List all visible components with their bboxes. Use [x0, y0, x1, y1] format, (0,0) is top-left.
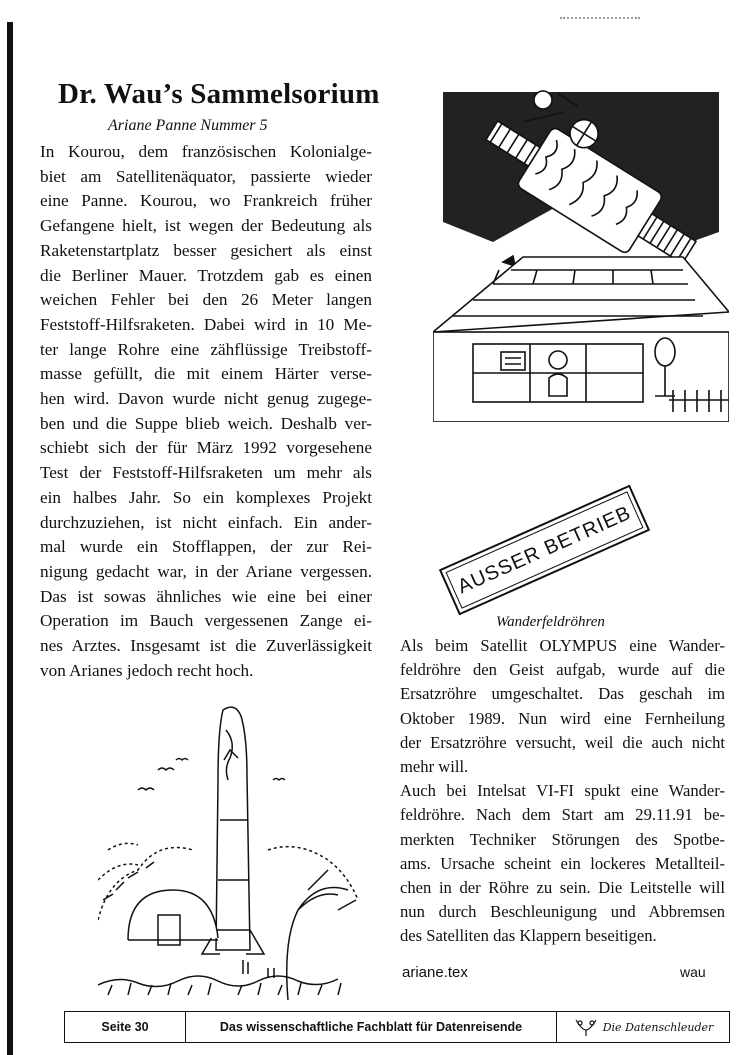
body-line: von Arianes jedoch recht hoch.	[40, 660, 254, 680]
body-line: durchzuziehen, ist nicht einfach. Ein ander-	[40, 512, 372, 532]
article-subtitle: Ariane Panne Nummer 5	[108, 117, 268, 134]
body-line: In Kourou, dem französischen Kolonialge-	[40, 142, 372, 161]
body-line: Feststoff-Hilfsraketen. Dabei wird in 10 Me-	[40, 314, 372, 334]
page-number	[65, 1012, 186, 1042]
body-line: feldröhre den Geist aufgab, wurde auf die	[400, 660, 725, 680]
body-line: Test der Feststoff-Hilfsraketen um mehr als	[40, 463, 372, 483]
page-edge-bar	[7, 22, 13, 1055]
slingshot-logo-icon	[573, 1017, 599, 1037]
article-body	[40, 140, 372, 683]
page-label: Seite 30	[101, 1020, 149, 1034]
body-line: biet am Satellitenäquator, passierte wieder	[40, 166, 372, 186]
body-line: merkten Techniker Störungen des Spotbe-	[400, 829, 725, 849]
body-line: ter lange Rohre eine zähflüssige Treibstoff-	[40, 339, 372, 359]
page-footer	[64, 1011, 730, 1043]
body-line: Oktober 1989. Nun wird eine Fernheilung	[400, 708, 725, 728]
body-line: nigung gedacht war, in der Ariane vergessen.	[40, 561, 372, 581]
author-signature: wau	[680, 964, 706, 980]
body-line: masse gefüllt, die mit einem Härter verse-	[40, 364, 372, 384]
satellite-crash-illustration	[433, 82, 729, 422]
body-line: des Satelliten das Klappern beseitigen.	[400, 926, 657, 946]
scan-artifact	[560, 17, 640, 19]
body-line: mal wurde ein Stofflappen, der zur Rei-	[40, 537, 372, 557]
section-body	[400, 634, 725, 949]
out-of-order-stamp	[439, 485, 650, 616]
footer-tagline-cell	[186, 1012, 557, 1042]
article-title: Dr. Wau’s Sammelsorium	[58, 78, 380, 110]
body-line: nun durch Beschleunigung und Abbremsen	[400, 902, 725, 922]
body-line: chen in der Röhre zu sein. Die Leitstelle will	[400, 878, 725, 898]
body-line: Raketenstartplatz besser gesichert als einst	[40, 240, 372, 260]
body-line: der Ersatzröhre versucht, weil die auch nicht	[400, 732, 725, 752]
body-line: eine Panne. Kourou, wo Frankreich früher	[40, 191, 372, 211]
body-line: hen wird. Davon wurde nicht genug zugege-	[40, 389, 372, 409]
file-name: ariane.tex	[402, 964, 468, 981]
body-line: ein halbes Jahr. So ein komplexes Projekt	[40, 487, 372, 507]
body-line: nes Arztes. Insgesamt ist die Zuverlässigkeit	[40, 636, 372, 656]
body-line: feldröhre. Nach dem Start am 29.11.91 be-	[400, 805, 725, 825]
stamp-text: AUSSER BETRIEB	[454, 501, 635, 598]
body-line: Auch bei Intelsat VI-FI spukt eine Wander-	[400, 781, 725, 801]
body-line: die Berliner Mauer. Trotzdem gab es einen	[40, 265, 372, 285]
body-line: weichen Fehler bei den 26 Meter langen	[40, 290, 372, 310]
footer-tagline: Das wissenschaftliche Fachblatt für Datenreisende	[219, 1020, 523, 1034]
body-line: Ersatzröhre umgeschaltet. Das geschah im	[400, 684, 725, 704]
publication-logo-text: Die Datenschleuder	[602, 1020, 714, 1034]
publication-logo	[557, 1012, 729, 1042]
rocket-illustration	[98, 700, 360, 1000]
body-line: ben und die Suppe blieb weich. Deshalb ver-	[40, 413, 372, 433]
body-line: Als beim Satellit OLYMPUS eine Wander-	[400, 636, 725, 655]
body-line: ams. Ursache scheint ein lockeres Metallteil-	[400, 853, 725, 873]
body-line: mehr will.	[400, 757, 469, 777]
body-line: Das ist sowas ähnliches wie eine bei einer	[40, 586, 372, 606]
body-line: schiebt sich der für März 1992 vorgesehene	[40, 438, 372, 458]
section-title: Wanderfeldröhren	[496, 614, 605, 630]
body-line: Gefangene hielt, ist wegen der Bedeutung als	[40, 216, 372, 236]
body-line: Operation im Bauch vergessenen Zange ei-	[40, 611, 372, 631]
